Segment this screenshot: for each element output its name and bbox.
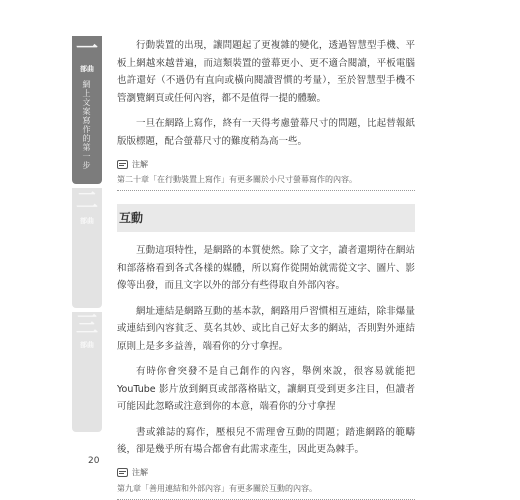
note-box: [117, 158, 415, 191]
note-header: [117, 158, 415, 170]
part-number: 一: [75, 36, 98, 62]
note-text: 第二十章「在行動裝置上寫作」有更多關於小尺寸螢幕寫作的內容。: [117, 174, 415, 191]
note-header: [117, 467, 415, 479]
body-paragraph: 互動這項特性，是網路的本質使然。除了文字，讀者還期待在網站和部落格看到各式各樣的媒體，所以寫作從開始就需從文字、圖片、影像等出發，而且文字以外的部分有些得取自外部內容。: [117, 245, 415, 291]
note-label: 注解: [132, 468, 148, 477]
section-heading: 互動: [117, 204, 415, 232]
body-paragraph: 有時你會突發不是自己創作的內容，舉例來說，很容易就能把 YouTube 影片放到網頁或部落格貼文，讓網頁受到更多注目，但讀者可能因此忽略或注意到你的本意，端看你的分寸拿捏: [117, 366, 415, 412]
note-icon: [117, 468, 128, 477]
part-number: 三: [75, 312, 98, 338]
part-title: 網上文案寫作的第一步: [82, 80, 91, 170]
page-number: 20: [88, 456, 100, 466]
part-tab-2[interactable]: [72, 188, 102, 308]
note-label: 注解: [132, 159, 148, 169]
note-box: [117, 467, 415, 500]
note-text: 第九章「善用連結和外部內容」有更多關於互動的內容。: [117, 483, 415, 500]
part-number: 二: [75, 188, 98, 214]
part-label: 部曲: [80, 341, 94, 349]
note-icon: [117, 160, 128, 169]
part-tabs: [72, 36, 102, 436]
body-paragraph: 一旦在網路上寫作，終有一天得考慮螢幕尺寸的問題，比起替報紙版版標題，配合螢幕尺寸的難度稍為高一些。: [117, 118, 415, 147]
part-tab-3[interactable]: [72, 312, 102, 432]
page-content: [117, 37, 415, 500]
part-label: 部曲: [80, 65, 94, 73]
body-paragraph: 行動裝置的出現，讓問題起了更複雜的變化，透過智慧型手機、平板上網越來越普遍，而這類裝置的螢幕更小、更不適合閱讀，平板電腦也許還好（不過仍有直向或橫向閱讀習慣的考量），至於智慧型手機不管瀏覽網頁或任何內容，都不是值得一提的體驗。: [117, 40, 415, 104]
part-label: 部曲: [80, 217, 94, 225]
part-tab-1[interactable]: [72, 36, 102, 184]
body-paragraph: 書或雜誌的寫作，壓根兒不需理會互動的問題；踏進網路的範疇後，卻是幾乎所有場合都會有此需求產生，因此更為棘手。: [117, 426, 415, 455]
body-paragraph: 網址連結是網路互動的基本款，網路用戶習慣相互連結，除非爆量或連結到內容貧乏、莫名其妙、或比自己好太多的網站，否則對外連結原則上是多多益善，端看你的分寸拿捏。: [117, 305, 415, 352]
